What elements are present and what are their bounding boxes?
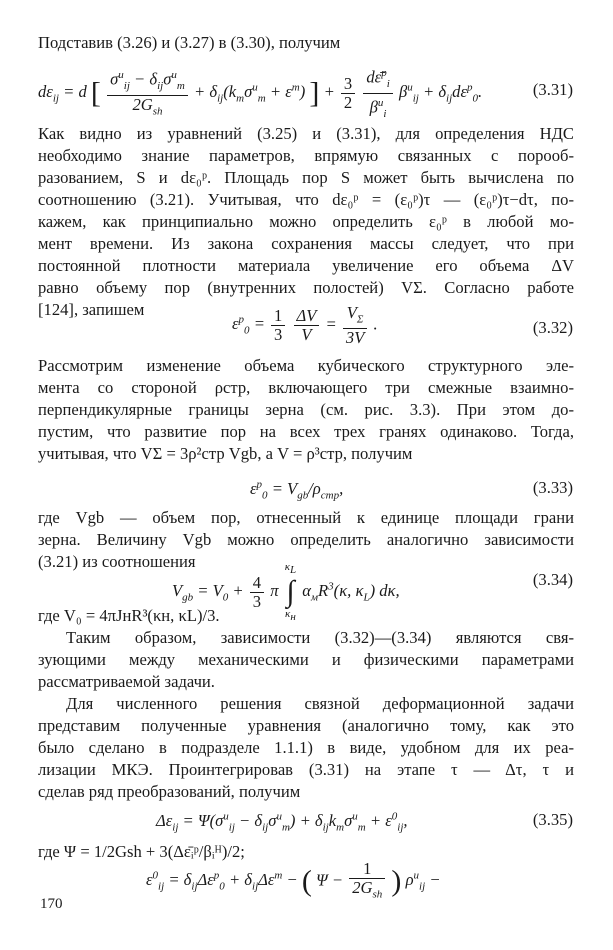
equation-number: (3.31)	[532, 80, 573, 99]
equation-number: (3.35)	[532, 810, 573, 829]
text-line-13: перпендикулярные границы зерна (см. рис. 3.3). При этом до-	[38, 400, 574, 419]
text-line-21: зующими между механическими и физическими параметрами	[38, 650, 574, 669]
equation-number: (3.34)	[532, 570, 573, 589]
text-line-11: Рассмотрим изменение объема кубического структурного эле-	[38, 356, 574, 375]
equation-3-35: $\Delta\varepsilon_{ij} = \Psi(\sigma^и_{ij} - \delta_{ij}\sigma^и_m) + \delta_{ij}k_m\sigma^и_m + \varepsilon^0_{ij}$,	[156, 810, 408, 833]
text-line-24: представим полученные уравнения (аналогично тому, как это	[38, 716, 574, 735]
page-number: 170	[40, 896, 63, 912]
text-line-26: лизации МКЭ. Проинтегрировав (3.31) на этапе τ — Δτ, τ и	[38, 760, 574, 779]
text-line-19: где V₀ = 4πJнR³(κн, κL)/3.	[38, 606, 220, 625]
equation-3-34: $V_{gb} = V_0$ + $\frac{4}{3}$ π $\kappa_L$ ∫ $\kappa_н$ $\alpha_мR^3(\kappa$, $\kappa_L$) dκ,	[172, 561, 400, 624]
equation-3-33: $\varepsilon^p_0 = V_{gb}/\rho_{стр}$,	[250, 478, 344, 501]
text-line-12: мента со стороной ρстр, включающего три смежные взаимно-	[38, 378, 574, 397]
text-line-27: сделав ряд преобразований, получим	[38, 782, 301, 801]
text-line-22: рассматриваемой задачи.	[38, 672, 215, 691]
text-line-14: пустим, что развитие пор на всех трех гранях одинаково. Тогда,	[38, 422, 574, 441]
text-line-28: где Ψ = 1/2Gsh + 3(Δε̄ᵢᵖ/βᵢᴴ)/2;	[38, 842, 245, 861]
text-line-3: необходимо знание параметров, впрямую связанных с порооб-	[38, 146, 574, 165]
text-line-20: Таким образом, зависимости (3.32)—(3.34) являются свя-	[66, 628, 574, 647]
text-line-4: разованием, S и dε₀ᵖ. Площадь пор S может быть вычислена по	[38, 168, 574, 187]
equation-3-32: $\varepsilon^p_0$ = $\frac{1}{3}$ $\frac{\Delta V}{V}$ = $\frac{V_\Sigma}{3V}$ .	[232, 303, 378, 348]
text-line-9: равно объему пор (внутренних полостей) VΣ. Согласно работе	[38, 278, 574, 297]
text-line-7: мент времени. Из закона сохранения массы следует, что при	[38, 234, 574, 253]
text-line-25: было сделано в подразделе 1.1.1) в виде, удобном для их реа-	[38, 738, 574, 757]
equation-number: (3.32)	[532, 318, 573, 337]
text-line-6: кажем, как принципиально можно определить ε₀ᵖ в любой мо-	[38, 212, 574, 231]
text-line-15: учитывая, что VΣ = 3ρ²стр Vgb, а V = ρ³стр, получим	[38, 444, 413, 463]
text-line-5: соотношению (3.21). Учитывая, что dε₀ᵖ = (ε₀ᵖ)τ — (ε₀ᵖ)τ−dτ, по-	[38, 190, 574, 209]
text-line-1: Подставив (3.26) и (3.27) в (3.30), получим	[38, 33, 341, 52]
text-line-23: Для численного решения связной деформационной задачи	[66, 694, 574, 713]
text-line-16: где Vgb — объем пор, отнесенный к единице площади грани	[38, 508, 574, 527]
equation-number: (3.33)	[532, 478, 573, 497]
text-line-2: Как видно из уравнений (3.25) и (3.31), для определения НДС	[38, 124, 574, 143]
text-line-8: постоянной плотности материала увеличение его объема ΔV	[38, 256, 574, 275]
equation-eps0: $\varepsilon^0_{ij} = \delta_{ij}\Delta\varepsilon^p_0 + \delta_{ij}\Delta\varepsilon^т$ − ( Ψ − $\frac{1}{2G_{sh}}$ ) $\rho^и_{ij}$ −	[146, 859, 441, 901]
text-line-18: (3.21) из соотношения	[38, 552, 196, 571]
equation-3-31: $d\varepsilon_{ij} = d$ [ $\frac{\sigma^и_{ij} - \delta_{ij}\sigma^и_m}{2G_{sh}}$ + $\delta_{ij}(k_m\sigma^и_m + \varepsilon^т)$ ] + $\frac{3}{2}$ $\frac{d\varepsilon̄^p_i}{\beta^и_i}$ $\beta^и_{ij} + \delta_{ij}d\varepsilon^p_0$.	[38, 64, 578, 123]
text-line-17: зерна. Величину Vgb можно определить аналогично зависимости	[38, 530, 574, 549]
text-line-10: [124], запишем	[38, 300, 145, 319]
